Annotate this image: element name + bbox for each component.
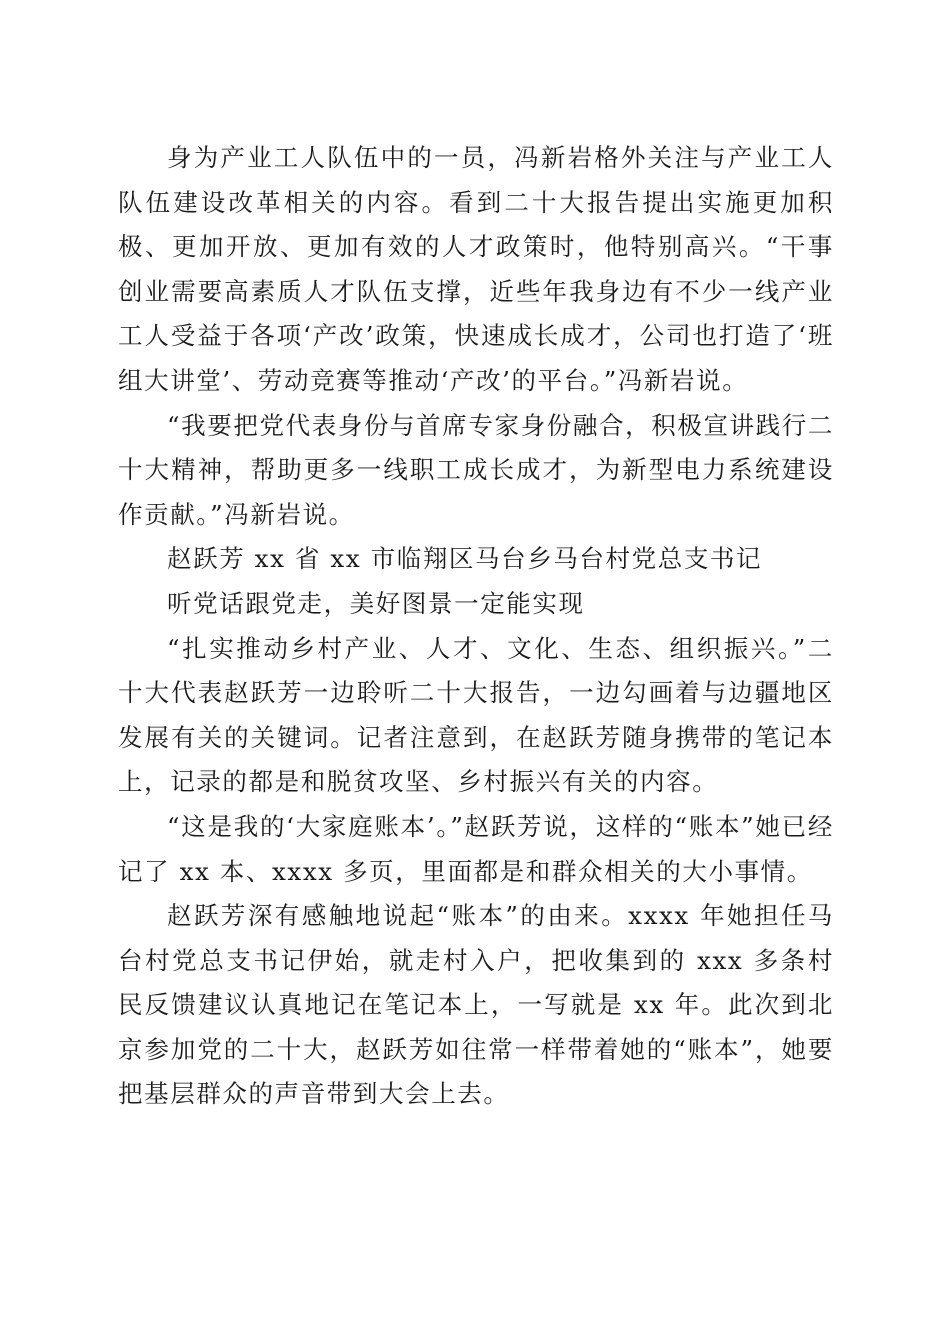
document-body bbox=[118, 136, 834, 1117]
section-heading: 听党话跟党走，美好图景一定能实现 bbox=[167, 588, 585, 618]
paragraph-feng-quote: “我要把党代表身份与首席专家身份融合，积极宣讲践行二十大精神，帮助更多一线职工成长成才，为新型电力系统建设作贡献。”冯新岩说。 bbox=[118, 410, 834, 529]
paragraph-zhao-report: “扎实推动乡村产业、人才、文化、生态、组织振兴。”二十大代表赵跃芳一边聆听二十大报告，一边勾画着与边疆地区发展有关的关键词。记者注意到，在赵跃芳随身携带的笔记本上，记录的都是和脱贫攻坚、乡村振兴有关的内容。 bbox=[118, 633, 834, 797]
paragraph-zhao-origin: 赵跃芳深有感触地说起“账本”的由来。xxxx 年她担任马台村党总支书记伊始，就走村入户，把收集到的 xxx 多条村民反馈建议认真地记在笔记本上，一写就是 xx 年。此次到北京参加党的二十大，赵跃芳如往常一样带着她的“账本”，她要把基层群众的声音带到大会上去。 bbox=[118, 901, 834, 1109]
paragraph-zhao-ledger: “这是我的‘大家庭账本’。”赵跃芳说，这样的“账本”她已经记了 xx 本、xxxx 多页，里面都是和群众相关的大小事情。 bbox=[118, 811, 834, 886]
section-person-title: 赵跃芳 xx 省 xx 市临翔区马台乡马台村党总支书记 bbox=[167, 544, 763, 574]
paragraph-feng-workers: 身为产业工人队伍中的一员，冯新岩格外关注与产业工人队伍建设改革相关的内容。看到二十大报告提出实施更加积极、更加开放、更加有效的人才政策时，他特别高兴。“干事创业需要高素质人才队伍支撑，近些年我身边有不少一线产业工人受益于各项‘产改’政策，快速成长成才，公司也打造了‘班组大讲堂’、劳动竞赛等推动‘产改’的平台。”冯新岩说。 bbox=[118, 143, 834, 395]
